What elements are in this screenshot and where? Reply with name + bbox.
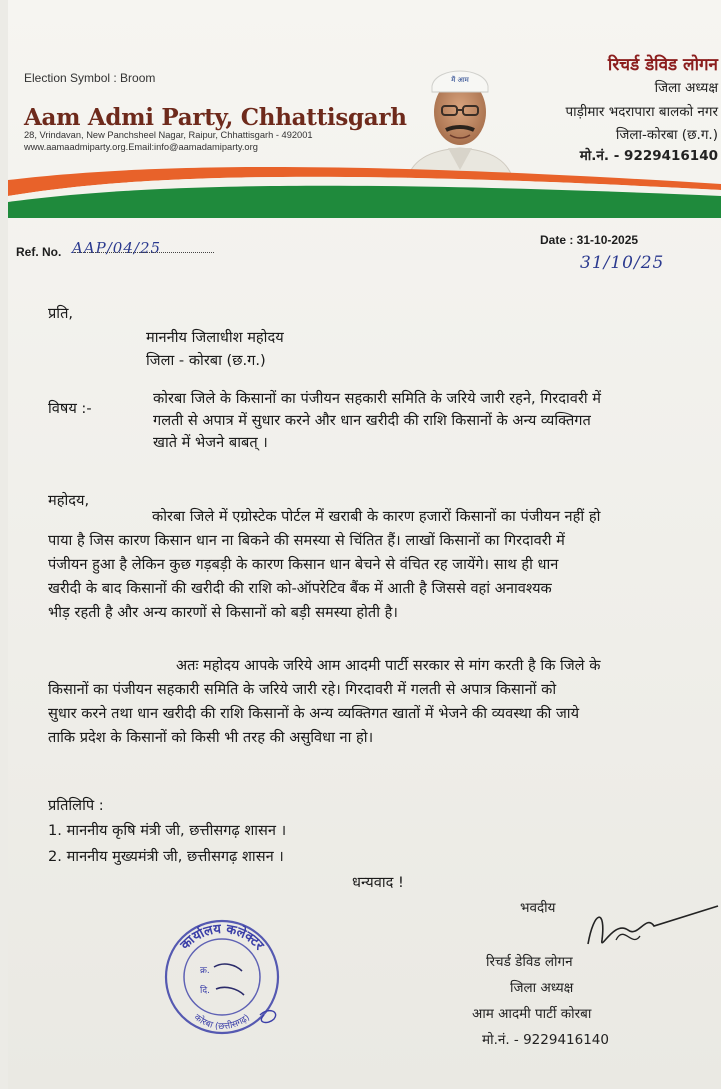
addressee-line-1: माननीय जिलाधीश महोदय xyxy=(146,329,284,346)
salutation: महोदय, xyxy=(48,492,90,509)
paragraph-1 xyxy=(48,505,713,625)
addressee-line-2: जिला - कोरबा (छ.ग.) xyxy=(146,352,266,369)
paragraph-line: भीड़ रहती है और अन्य कारणों से किसानों को बड़ी समस्या होती है। xyxy=(48,604,398,621)
closing-bhavdiya: भवदीय xyxy=(520,900,556,916)
paragraph-line: कोरबा जिले में एग्रोस्टेक पोर्टल में खराबी के कारण हजारों किसानों का पंजीयन नहीं हो xyxy=(152,508,601,525)
paragraph-2 xyxy=(48,654,713,750)
party-address: 28, Vrindavan, New Panchsheel Nagar, Raipur, Chhattisgarh - 492001 xyxy=(24,130,313,140)
paragraph-line: खरीदी के बाद किसानों की खरीदी की राशि को-ऑपरेटिव बैंक में आती है जिससे वहां अनावश्यक xyxy=(48,580,552,597)
seal-inner-1: क्र. xyxy=(200,966,210,976)
officer-post: जिला अध्यक्ष xyxy=(654,80,718,96)
officer-address-1: पाड़ीमार भदरापारा बालको नगर xyxy=(565,104,718,120)
ref-number: AAP/04/25 xyxy=(72,239,162,257)
letter-page xyxy=(8,0,721,1089)
subject-text xyxy=(153,388,713,454)
subject-line: कोरबा जिले के किसानों का पंजीयन सहकारी समिति के जरिये जारी रहने, गिरदावरी में xyxy=(153,390,602,407)
handwritten-date: 31/10/25 xyxy=(580,253,665,273)
seal-top-text: कार्यालय कलेक्टर xyxy=(177,921,267,954)
copy-item-2: 2. माननीय मुख्यमंत्री जी, छत्तीसगढ़ शासन । xyxy=(48,848,284,865)
signatory-mobile: मो.नं. - 9229416140 xyxy=(482,1032,609,1048)
subject-label: विषय :- xyxy=(48,400,92,417)
signatory-name: रिचर्ड डेविड लोगन xyxy=(486,954,573,970)
party-web-email: www.aamaadmiparty.org.Email:info@aamadamiparty.org xyxy=(24,142,258,152)
thanks-text: धन्यवाद ! xyxy=(352,874,404,891)
officer-address-2: जिला-कोरबा (छ.ग.) xyxy=(615,127,718,143)
ref-label: Ref. No. xyxy=(16,245,62,259)
office-seal xyxy=(156,915,288,1037)
ref-dotted-line xyxy=(74,252,214,253)
seal-bottom-text: कोरबा (छत्तीसगढ़) xyxy=(192,1012,253,1033)
letter-date: Date : 31-10-2025 xyxy=(540,233,639,247)
seal-inner-2: दि. xyxy=(200,986,210,996)
officer-mobile: मो.नं. - 9229416140 xyxy=(579,148,718,164)
svg-text:मैं आम: मैं आम xyxy=(451,76,469,84)
tricolor-band xyxy=(8,158,721,224)
paragraph-line: ताकि प्रदेश के किसानों को किसी भी तरह की असुविधा ना हो। xyxy=(48,729,374,746)
officer-name: रिचर्ड डेविड लोगन xyxy=(607,55,718,75)
paragraph-line: अतः महोदय आपके जरिये आम आदमी पार्टी सरकार से मांग करती है कि जिले के xyxy=(176,657,601,674)
party-name: Aam Admi Party, Chhattisgarh xyxy=(24,104,407,131)
paragraph-line: किसानों का पंजीयन सहकारी समिति के जरिये जारी रहे। गिरदावरी में गलती से अपात्र किसानों को xyxy=(48,681,557,698)
election-symbol: Election Symbol : Broom xyxy=(24,71,156,85)
signatory-post: जिला अध्यक्ष xyxy=(510,980,574,996)
paragraph-line: सुधार करने तथा धान खरीदी की राशि किसानों के अन्य व्यक्तिगत खातों में भेजने की व्यवस्था की जाये xyxy=(48,705,580,722)
paragraph-line: पंजीयन हुआ है लेकिन कुछ गड़बड़ी के कारण किसान धान बेचने से वंचित रह जायेंगे। साथ ही धान xyxy=(48,556,559,573)
subject-line: गलती से अपात्र में सुधार करने और धान खरीदी की राशि किसानों के अन्य व्यक्तिगत xyxy=(153,412,591,429)
prati-label: प्रति, xyxy=(48,305,74,322)
paragraph-line: पाया है जिस कारण किसान धान ना बिकने की समस्या से चिंतित हैं। लाखों किसानों का गिरदावरी में xyxy=(48,532,565,549)
copy-item-1: 1. माननीय कृषि मंत्री जी, छत्तीसगढ़ शासन । xyxy=(48,822,287,839)
svg-text:कार्यालय कलेक्टर xyxy=(177,922,267,954)
copy-label: प्रतिलिपि : xyxy=(48,797,104,814)
subject-line: खाते में भेजने बाबत् । xyxy=(153,434,268,451)
signatory-org: आम आदमी पार्टी कोरबा xyxy=(472,1006,592,1022)
signature-scribble xyxy=(528,900,721,960)
